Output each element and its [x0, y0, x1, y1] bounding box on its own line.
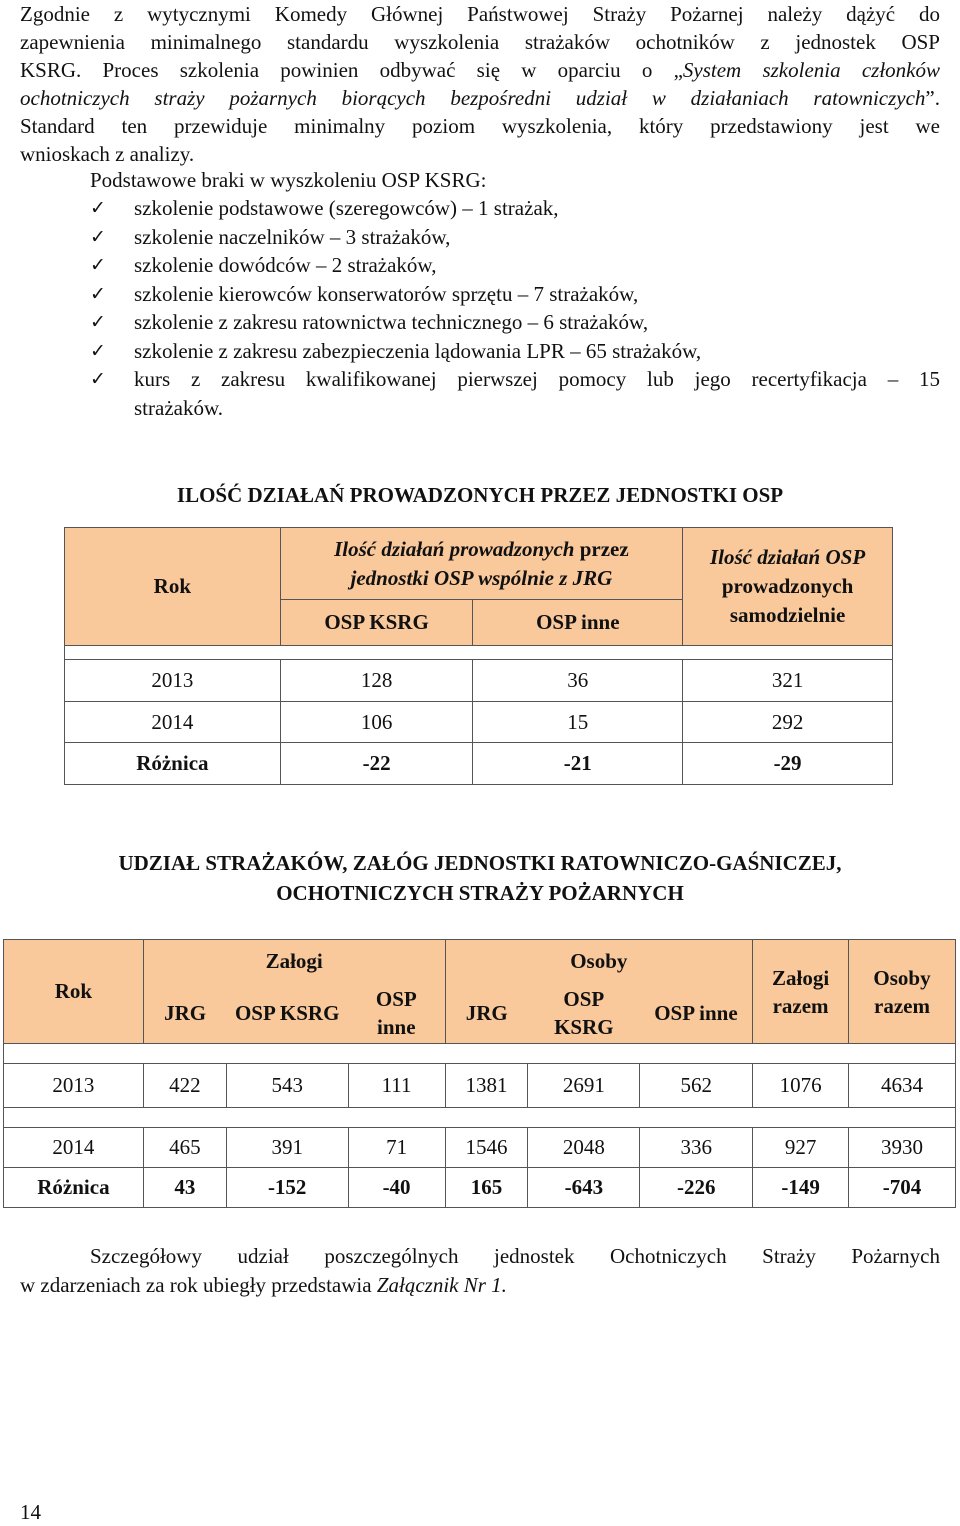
header-osoby: Osoby — [445, 940, 753, 984]
cell: 927 — [753, 1128, 849, 1168]
cell: -152 — [226, 1168, 348, 1208]
cell: -226 — [640, 1168, 753, 1208]
cell: 2013 — [65, 660, 281, 702]
header-osp-inne-l1: OSP — [375, 987, 417, 1012]
cell: Różnica — [4, 1168, 144, 1208]
checkmark-icon: ✓ — [90, 197, 106, 219]
list-item — [90, 194, 940, 223]
cell: -149 — [753, 1168, 849, 1208]
cell: -40 — [348, 1168, 445, 1208]
cell: 71 — [348, 1128, 445, 1168]
cell: 15 — [473, 702, 683, 743]
list-item — [90, 365, 940, 394]
cell: -704 — [849, 1168, 956, 1208]
table-row-difference — [4, 1168, 956, 1208]
cell: 106 — [280, 702, 473, 743]
list-heading: Podstawowe braki w wyszkoleniu OSP KSRG: — [90, 168, 487, 192]
list-item — [90, 251, 940, 280]
intro-line-3-text: KSRG. Proces szkolenia powinien odbywać się w oparciu o „ — [20, 58, 683, 82]
header-osp-inne: OSP inne — [473, 600, 683, 646]
footer-line-2-text: w zdarzeniach za rok ubiegły przedstawia — [20, 1273, 377, 1297]
list-item — [90, 223, 940, 252]
header-osoby-razem — [849, 940, 956, 1044]
intro-line-4-italic: ochotniczych straży pożarnych biorących bezpośredni udział w działaniach ratowniczych — [20, 86, 926, 110]
table-row — [4, 1064, 956, 1108]
header-osoby-razem-l1: Osoby — [873, 965, 931, 990]
cell: 2691 — [528, 1064, 640, 1108]
list-item — [90, 337, 940, 366]
cell: -21 — [473, 743, 683, 785]
list-item-text: szkolenie naczelników – 3 strażaków, — [134, 224, 451, 249]
table1-title: ILOŚĆ DZIAŁAŃ PROWADZONYCH PRZEZ JEDNOSTKI OSP — [176, 483, 784, 507]
spacer-row — [4, 1108, 956, 1128]
checkmark-icon: ✓ — [90, 225, 106, 248]
intro-line-2: zapewnienia minimalnego standardu wyszkolenia strażaków ochotników z jednostek OSP — [20, 30, 940, 54]
table2-title-line2: OCHOTNICZYCH STRAŻY POŻARNYCH — [276, 881, 684, 905]
header-osoby-osp-ksrg — [528, 984, 640, 1044]
table-actions — [64, 527, 893, 785]
header-osoby-razem-l2: razem — [874, 993, 930, 1018]
cell: 36 — [473, 660, 683, 702]
list-item-text: strażaków. — [134, 395, 224, 420]
checkmark-icon: ✓ — [90, 368, 106, 390]
intro-line-4 — [20, 84, 940, 112]
cell: 4634 — [849, 1064, 956, 1108]
cell: Różnica — [65, 743, 281, 785]
cell: -29 — [683, 743, 893, 785]
spacer-row — [4, 1044, 956, 1064]
cell: 43 — [143, 1168, 226, 1208]
checkmark-icon: ✓ — [90, 282, 106, 305]
table2-title — [0, 848, 960, 908]
header-osp-inne-l2: inne — [377, 1015, 416, 1040]
header-zalogi-razem-l1: Załogi — [771, 965, 830, 990]
page-number: 14 — [20, 1500, 41, 1524]
footer-line-1: Szczegółowy udział poszczególnych jednostek Ochotniczych Straży Pożarnych — [90, 1244, 940, 1268]
cell: 1546 — [445, 1128, 528, 1168]
list-item-text: szkolenie podstawowe (szeregowców) – 1 strażak, — [134, 196, 559, 220]
list-item-continuation — [90, 394, 940, 423]
list-item-text: szkolenie z zakresu ratownictwa technicznego – 6 strażaków, — [134, 310, 649, 334]
list-item-text: szkolenie kierowców konserwatorów sprzętu – 7 strażaków, — [134, 281, 639, 306]
footer-line-2 — [20, 1271, 940, 1300]
table2-title-line1: UDZIAŁ STRAŻAKÓW, ZAŁÓG JEDNOSTKI RATOWNICZO-GAŚNICZEJ, — [118, 851, 842, 875]
cell: 2014 — [65, 702, 281, 743]
header-osoby-osp-ksrg-l1: OSP — [563, 987, 605, 1012]
cell: 1076 — [753, 1064, 849, 1108]
cell: -643 — [528, 1168, 640, 1208]
table-row — [65, 660, 893, 702]
checkmark-icon: ✓ — [90, 254, 106, 276]
list-item — [90, 280, 940, 309]
cell: 465 — [143, 1128, 226, 1168]
header-rok: Rok — [65, 528, 281, 646]
header-zalogi-razem — [753, 940, 849, 1044]
checkmark-icon: ✓ — [90, 339, 106, 362]
intro-line-3-italic: System szkolenia członków — [682, 58, 940, 82]
checkmark-icon: ✓ — [90, 311, 106, 333]
table-row — [4, 1128, 956, 1168]
header-joint-line2: jednostki OSP wspólnie z JRG — [350, 565, 613, 590]
header-independent-line3: samodzielnie — [729, 603, 846, 627]
header-joint-italic: Ilość działań prowadzonych — [334, 536, 575, 561]
table-row — [65, 702, 893, 743]
header-osoby-jrg: JRG — [445, 984, 528, 1044]
header-zalogi: Załogi — [143, 940, 445, 984]
cell: -22 — [280, 743, 473, 785]
list-item — [90, 308, 940, 337]
cell: 2013 — [4, 1064, 144, 1108]
intro-line-6: wnioskach z analizy. — [20, 142, 195, 166]
cell: 2048 — [528, 1128, 640, 1168]
cell: 1381 — [445, 1064, 528, 1108]
list-item-text: szkolenie dowódców – 2 strażaków, — [134, 253, 437, 277]
header-independent-line2: prowadzonych — [721, 574, 854, 598]
cell: 2014 — [4, 1128, 144, 1168]
header-osp-ksrg: OSP KSRG — [280, 600, 473, 646]
footer-attachment-ref: Załącznik Nr 1. — [376, 1273, 507, 1297]
cell: 336 — [640, 1128, 753, 1168]
header-osp-inne — [348, 984, 445, 1044]
header-zalogi-razem-l2: razem — [772, 993, 829, 1018]
header-independent — [683, 528, 893, 646]
cell: 391 — [226, 1128, 348, 1168]
header-jrg: JRG — [143, 984, 226, 1044]
spacer-row — [65, 646, 893, 660]
intro-line-3 — [20, 56, 940, 84]
cell: 3930 — [849, 1128, 956, 1168]
list-item-text: szkolenie z zakresu zabezpieczenia lądowania LPR – 65 strażaków, — [134, 338, 702, 363]
header-rok: Rok — [4, 940, 144, 1044]
header-joint-actions — [280, 528, 682, 600]
cell: 321 — [683, 660, 893, 702]
intro-line-1: Zgodnie z wytycznymi Komedy Głównej Państwowej Straży Pożarnej należy dążyć do — [20, 2, 940, 26]
header-osoby-osp-inne: OSP inne — [640, 984, 753, 1044]
cell: 111 — [348, 1064, 445, 1108]
cell: 543 — [226, 1064, 348, 1108]
cell: 562 — [640, 1064, 753, 1108]
cell: 292 — [683, 702, 893, 743]
header-osp-ksrg: OSP KSRG — [226, 984, 348, 1044]
intro-paragraph — [20, 0, 940, 168]
deficiency-list — [90, 194, 940, 422]
table-row-difference — [65, 743, 893, 785]
cell: 422 — [143, 1064, 226, 1108]
header-osoby-osp-ksrg-l2: KSRG — [554, 1015, 614, 1040]
header-independent-italic: Ilość działań OSP — [709, 545, 866, 569]
cell: 165 — [445, 1168, 528, 1208]
list-item-text: kurs z zakresu kwalifikowanej pierwszej pomocy lub jego recertyfikacja – 15 — [134, 367, 940, 391]
table-personnel — [3, 939, 956, 1208]
header-joint-przez: przez — [574, 536, 629, 561]
footer-paragraph — [20, 1242, 940, 1300]
cell: 128 — [280, 660, 473, 702]
intro-line-4-end: ”. — [925, 86, 940, 110]
intro-line-5: Standard ten przewiduje minimalny poziom wyszkolenia, który przedstawiony jest we — [20, 114, 940, 138]
